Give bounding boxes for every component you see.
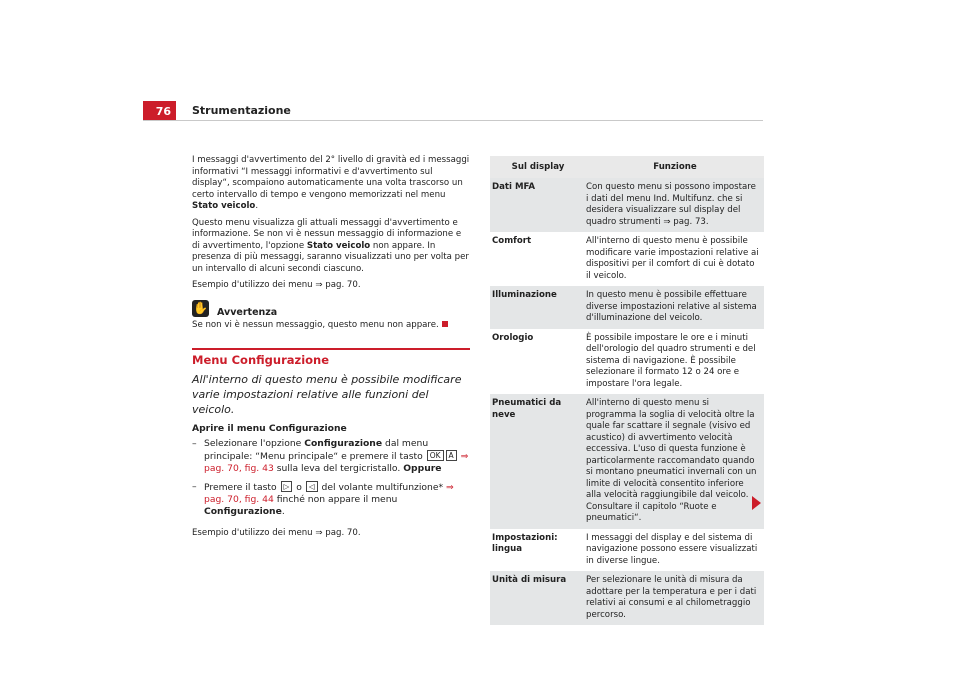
list-item: – Premere il tasto ▷ o ◁ del volante multifunzione* ⇒ pag. 70, fig. 44 finché non appare il menu Configurazione. bbox=[192, 481, 470, 518]
functions-table bbox=[490, 156, 764, 625]
a-key-icon: A bbox=[446, 450, 457, 461]
section-rule bbox=[192, 348, 470, 350]
procedure-steps bbox=[192, 438, 470, 518]
column-header-function: Funzione bbox=[653, 162, 697, 172]
table-row: Orologio È possibile impostare le ore e i minuti dell'orologio del quadro strumenti e del sistema di navigazione. È possibile selezionare il formato 12 o 24 ore e impostare l'ora legale. bbox=[492, 332, 756, 389]
page-number: 76 bbox=[143, 101, 176, 121]
table-header bbox=[490, 156, 764, 178]
table-row: Dati MFA Con questo menu si possono impostare i dati del menu Ind. Multifunz. che si desidera visualizzare sul display del quadro strumenti ⇒ pag. 73. bbox=[490, 178, 764, 232]
table-row: Comfort All'interno di questo menu è possibile modificare varie impostazioni relative ai dispositivi per il comfort di cui è dotato il veicolo. bbox=[492, 236, 759, 281]
usage-example-text: Esempio d'utilizzo dei menu ⇒ pag. 70. bbox=[192, 527, 361, 538]
paragraph-2: Questo menu visualizza gli attuali messaggi d'avvertimento e informazione. Se non vi è nessun messaggio di informazione e di avvertimento, l'opzione Stato veicolo non appare. In presenza di più messaggi, saranno visualizzati uno per volta per un intervallo di alcuni secondi ciascuno. bbox=[192, 217, 469, 274]
section-title: Menu Configurazione bbox=[192, 352, 330, 367]
page-reference-link[interactable]: ⇒ pag. 70, fig. 43 bbox=[204, 450, 469, 474]
option-ref-stato-veicolo: Stato veicolo bbox=[306, 240, 371, 251]
left-column bbox=[192, 155, 470, 544]
header-rule bbox=[143, 120, 763, 121]
page-reference-link[interactable]: ⇒ pag. 70, fig. 44 bbox=[204, 481, 454, 505]
table-row: Impostazioni: lingua I messaggi del display e del sistema di navigazione possono essere visualizzati in diverse lingue. bbox=[492, 532, 758, 566]
prev-key-icon: ◁ bbox=[306, 481, 318, 492]
paragraph-1: I messaggi d'avvertimento del 2° livello di gravità ed i messaggi informativi “I messaggi informativi e d'avvertimento sul display“, scompaiono automaticamente una volta trascorso un certo intervallo di tempo e vengono memorizzati nel menu Stato veicolo. bbox=[192, 155, 470, 211]
menu-ref-stato-veicolo: Stato veicolo bbox=[192, 201, 256, 211]
column-header-display: Sul display bbox=[511, 162, 565, 172]
list-item: – Selezionare l'opzione Configurazione dal menu principale: “Menu principale“ e premere il tasto OK A ⇒ pag. 70, fig. 43 sulla leva del tergicristallo. Oppure bbox=[192, 438, 470, 475]
note-text: Se non vi è nessun messaggio, questo menu non appare. bbox=[192, 320, 470, 332]
running-head: Strumentazione bbox=[192, 104, 291, 117]
continue-arrow-icon bbox=[752, 496, 761, 510]
procedure-heading: Aprire il menu Configurazione bbox=[192, 423, 347, 434]
note-hand-icon: ✋ bbox=[193, 301, 208, 316]
note-title: Avvertenza bbox=[217, 306, 278, 318]
table-row: Unità di misura Per selezionare le unità di misura da adottare per la temperatura e per i dati relativi ai consumi e al chilometraggio percorso. bbox=[490, 571, 764, 625]
end-of-section-icon bbox=[442, 321, 448, 327]
note-header bbox=[192, 300, 470, 319]
section-lead: All'interno di questo menu è possibile modificare varie impostazioni relative alle funzioni del veicolo. bbox=[192, 373, 462, 416]
table-row: Illuminazione In questo menu è possibile effettuare diverse impostazioni relative al sistema d'illuminazione del veicolo. bbox=[490, 286, 764, 329]
ok-key-icon: OK bbox=[427, 450, 444, 461]
next-key-icon: ▷ bbox=[281, 481, 293, 492]
table-row: Pneumatici da neve All'interno di questo menu si programma la soglia di velocità oltre la quale far scattare il segnale (visivo ed acustico) di avvertimento velocità eccessiva. L'uso di questa funzione è particolarmente raccomandato quando si montano pneumatici invernali con un limite di velocità consentito inferiore alla velocità raggiungibile dal veicolo. Consultare il capitolo “Ruote e pneumatici“. bbox=[490, 394, 764, 529]
paragraph-3: Esempio d'utilizzo dei menu ⇒ pag. 70. bbox=[192, 280, 361, 290]
